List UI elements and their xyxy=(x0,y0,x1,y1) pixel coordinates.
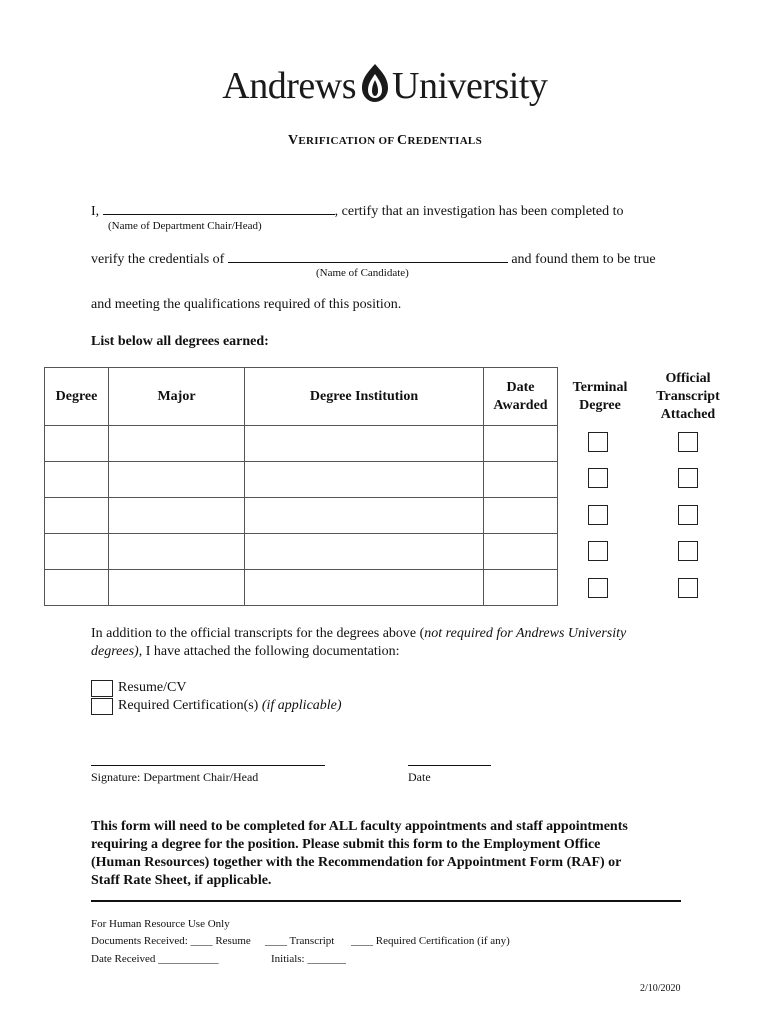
terminal-degree-checkbox[interactable] xyxy=(588,578,608,598)
chair-name-field[interactable] xyxy=(103,202,335,215)
col-institution-header: Degree Institution xyxy=(245,368,484,426)
col-official-header: Official Transcript Attached xyxy=(656,371,720,422)
section-divider xyxy=(91,900,681,902)
candidate-name-field[interactable] xyxy=(228,250,508,263)
terminal-degree-checkbox[interactable] xyxy=(588,468,608,488)
date-line[interactable] xyxy=(408,765,491,766)
statement-line-3: and meeting the qualifications required of this position. xyxy=(91,297,402,312)
col-degree-header: Degree xyxy=(45,368,109,426)
hr-certification-received: ____ Required Certification (if any) xyxy=(351,935,510,947)
documentation-intro-line-1: In addition to the official transcripts for the degrees above (not required for Andrews University xyxy=(91,626,627,641)
degrees-table xyxy=(44,367,558,606)
hr-documents-received: Documents Received: ____ Resume xyxy=(91,935,251,947)
col-date-header: Date Awarded xyxy=(484,368,558,426)
table-row xyxy=(45,570,558,606)
table-row xyxy=(45,498,558,534)
table-row xyxy=(45,534,558,570)
certification-checkbox[interactable] xyxy=(91,698,113,715)
table-header-row xyxy=(45,368,558,426)
statement-line-1: I, , certify that an investigation has been completed to xyxy=(91,204,624,219)
candidate-name-caption: (Name of Candidate) xyxy=(316,267,409,279)
terminal-degree-checkbox[interactable] xyxy=(588,505,608,525)
resume-label: Resume/CV xyxy=(118,680,187,695)
degrees-heading: List below all degrees earned: xyxy=(91,334,269,349)
transcript-attached-checkbox[interactable] xyxy=(678,432,698,452)
transcript-attached-checkbox[interactable] xyxy=(678,541,698,561)
form-revision-date: 2/10/2020 xyxy=(640,983,681,994)
table-row xyxy=(45,462,558,498)
transcript-attached-checkbox[interactable] xyxy=(678,505,698,525)
signature-line[interactable] xyxy=(91,765,325,766)
transcript-attached-checkbox[interactable] xyxy=(678,468,698,488)
resume-checkbox[interactable] xyxy=(91,680,113,697)
flame-icon xyxy=(358,62,392,104)
table-row xyxy=(45,426,558,462)
col-terminal-header: Terminal Degree xyxy=(572,380,628,413)
terminal-degree-checkbox[interactable] xyxy=(588,432,608,452)
hr-date-received: Date Received ___________ xyxy=(91,953,219,965)
submission-notice: This form will need to be completed for ALL faculty appointments and staff appointments requiring a degree for the position. Please submit this form to the Employment Office (Human Resources) together with the Recommendation for Appointment Form (RAF) or Staff Rate Sheet, if applicable. xyxy=(91,819,628,888)
col-major-header: Major xyxy=(109,368,245,426)
documentation-intro-line-2: degrees), I have attached the following documentation: xyxy=(91,644,400,659)
logo-word-left: Andrews xyxy=(222,65,356,107)
hr-initials: Initials: _______ xyxy=(271,953,346,965)
hr-use-title: For Human Resource Use Only xyxy=(91,918,230,930)
signature-label: Signature: Department Chair/Head xyxy=(91,770,259,784)
form-title: VERIFICATION OF CREDENTIALS xyxy=(288,133,482,148)
logo-word-right: University xyxy=(392,65,548,107)
transcript-attached-checkbox[interactable] xyxy=(678,578,698,598)
terminal-degree-checkbox[interactable] xyxy=(588,541,608,561)
certification-label: Required Certification(s) (if applicable) xyxy=(118,698,342,713)
date-label: Date xyxy=(408,770,431,784)
chair-name-caption: (Name of Department Chair/Head) xyxy=(108,220,262,232)
statement-line-2: verify the credentials of and found them to be true xyxy=(91,252,656,267)
hr-transcript-received: ____ Transcript xyxy=(265,935,335,947)
university-logo xyxy=(0,58,770,114)
